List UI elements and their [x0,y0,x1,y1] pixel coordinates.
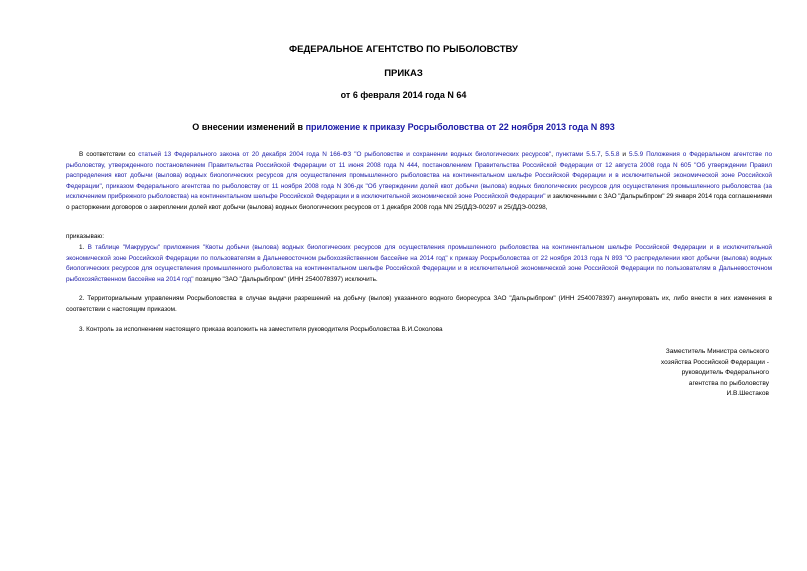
text-run: и [619,151,629,158]
text-run: , [417,161,423,169]
text-run: 1. [79,244,88,251]
link-item-5-5-8[interactable]: 5.5.8 [605,151,620,158]
text-run: , [101,182,106,190]
subject-link[interactable]: приложение к приказу Росрыболовства от 22 ноября 2013 года N 893 [305,122,615,132]
paragraph-basis [66,150,772,214]
link-item-5-5-7[interactable]: пунктами 5.5.7 [555,151,601,158]
paragraph-item-2: 2. Территориальным управлениям Росрыболовства в случае выдачи разрешений на добычу (вылов) указанного водного биоресурса ЗАО "Дальрыбпром" (ИНН 2540078397) аннулировать их, либо внести в них изменения в соответствии с настоящим приказом. [66,295,772,313]
text-run: , [551,151,556,158]
signature-line: Заместитель Министра сельского [665,348,769,355]
link-resolution-605[interactable]: постановлением Правительства Российской Федерации от 12 августа 2008 года N 605 "Об утверждении Правил распределения квот добычи (вылова) водных биологических ресурсов для осуществления промышленного рыболовства на континентальном шельфе Российской Федерации и в исключительной экономической зоне Российской Федерации" [66,161,772,190]
paragraph-item-1 [66,243,772,285]
signatory-name: И.В.Шестаков [726,390,769,397]
link-table-makrurusy[interactable]: В таблице "Макрурусы" приложения "Квоты добычи (вылова) водных биологических ресурсов для осуществления промышленного рыболовства на континентальном шельфе Российской Федерации и в исключительной экономической зоне Российской Федерации по пользователям в Дальневосточном рыбохозяйственном бассейне на 2014 год" к приказу Росрыболовства от 22 ноября 2013 года N 893 "О распределении квот добычи (вылова) водных биологических ресурсов для осуществления промышленного рыболовства на континентальном шельфе Российской Федерации и в исключительной экономической зоне Российской Федерации по пользователям в Дальневосточном рыбохозяйственном бассейне на 2014 год" [66,244,772,283]
signature-line: хозяйства Российской Федерации - [660,358,769,366]
text-run: В соответствии со [79,151,139,158]
subject-prefix: О внесении изменений в [192,122,306,132]
signature-line: руководитель Федерального [681,369,769,376]
signature-line: агентства по рыболовству [688,379,769,387]
link-regulation-444[interactable]: 5.5.9 Положения о Федеральном агентстве по рыболовству, утвержденного постановлением Правительства Российской Федерации от 11 июня 2008 года N 444 [66,151,773,169]
text-run: и заключенными с ЗАО "Дальрыбпром" 29 января 2014 года соглашениями о расторжении договоров о закреплении долей квот добычи (вылова) водных биологических ресурсов от 1 декабря 2008 года NN 25/ДДЭ-00297 и 25/ДДЭ-00298, [66,193,772,211]
doc-type-title: ПРИКАЗ [384,68,423,79]
date-number: от 6 февраля 2014 года N 64 [340,90,467,100]
link-law-article-13[interactable]: статьей 13 Федерального закона от 20 декабря 2004 года N 166-ФЗ "О рыболовстве и сохранении водных биологических ресурсов" [138,151,552,158]
link-order-306-dk[interactable]: приказом Федерального агентства по рыболовству от 11 ноября 2008 года N 306-дк "Об утверждении долей квот добычи (вылова) водных биологических ресурсов для осуществления промышленного рыболовства (за исключением прибрежного рыболовства) на континентальном шельфе Российской Федерации и в исключительной экономической зоне Российской Федерации" [66,182,772,201]
paragraph-item-3: 3. Контроль за исполнением настоящего приказа возложить на заместителя руководителя Росрыболовства В.И.Соколова [79,326,443,333]
agency-title: ФЕДЕРАЛЬНОЕ АГЕНТСТВО ПО РЫБОЛОВСТВУ [289,44,518,55]
subject-heading [0,122,807,132]
signature-block [661,347,769,400]
text-run: позицию "ЗАО "Дальрыбпром" (ИНН 2540078397) исключить. [193,275,378,283]
text-run: , [600,151,606,158]
order-word: приказываю: [66,233,104,240]
